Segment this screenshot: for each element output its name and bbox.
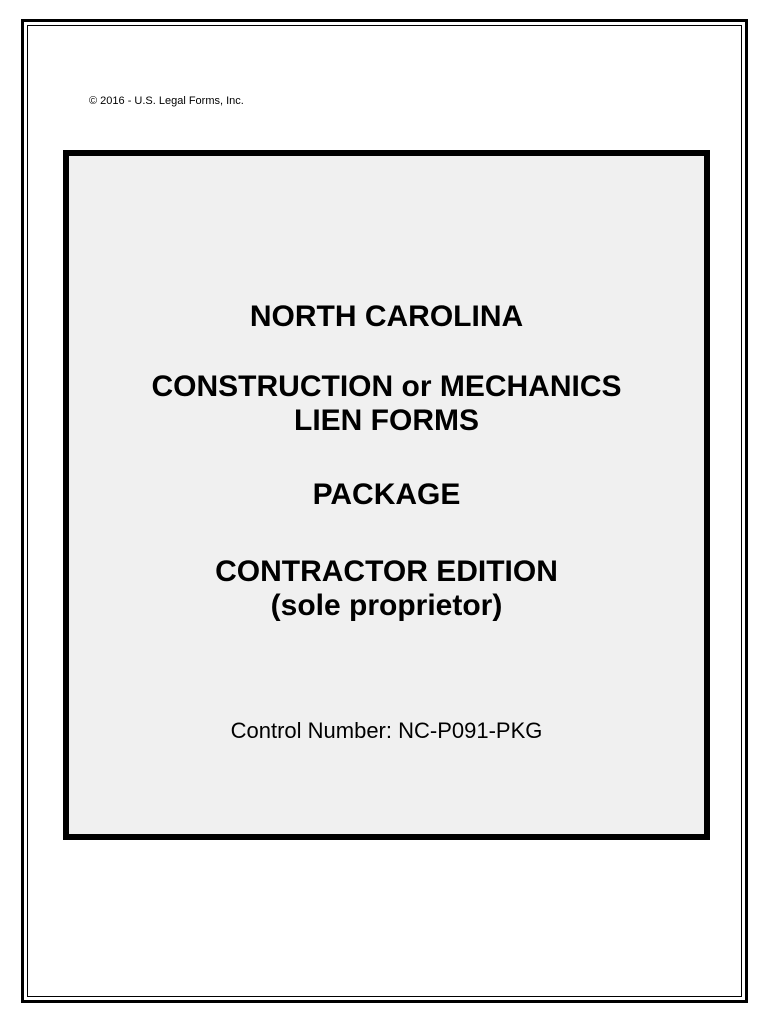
copyright-notice: © 2016 - U.S. Legal Forms, Inc. — [89, 95, 244, 107]
edition-line-1: CONTRACTOR EDITION — [215, 555, 558, 588]
control-number: Control Number: NC-P091-PKG — [230, 718, 543, 743]
package-heading: PACKAGE — [312, 478, 461, 511]
form-title-line-2: LIEN FORMS — [294, 404, 479, 437]
edition-line-2: (sole proprietor) — [270, 589, 503, 622]
cover-title-box — [63, 150, 710, 840]
form-title — [69, 370, 704, 438]
edition-heading — [69, 555, 704, 623]
state-heading: NORTH CAROLINA — [249, 300, 524, 333]
form-title-line-1: CONSTRUCTION or MECHANICS — [151, 370, 622, 403]
